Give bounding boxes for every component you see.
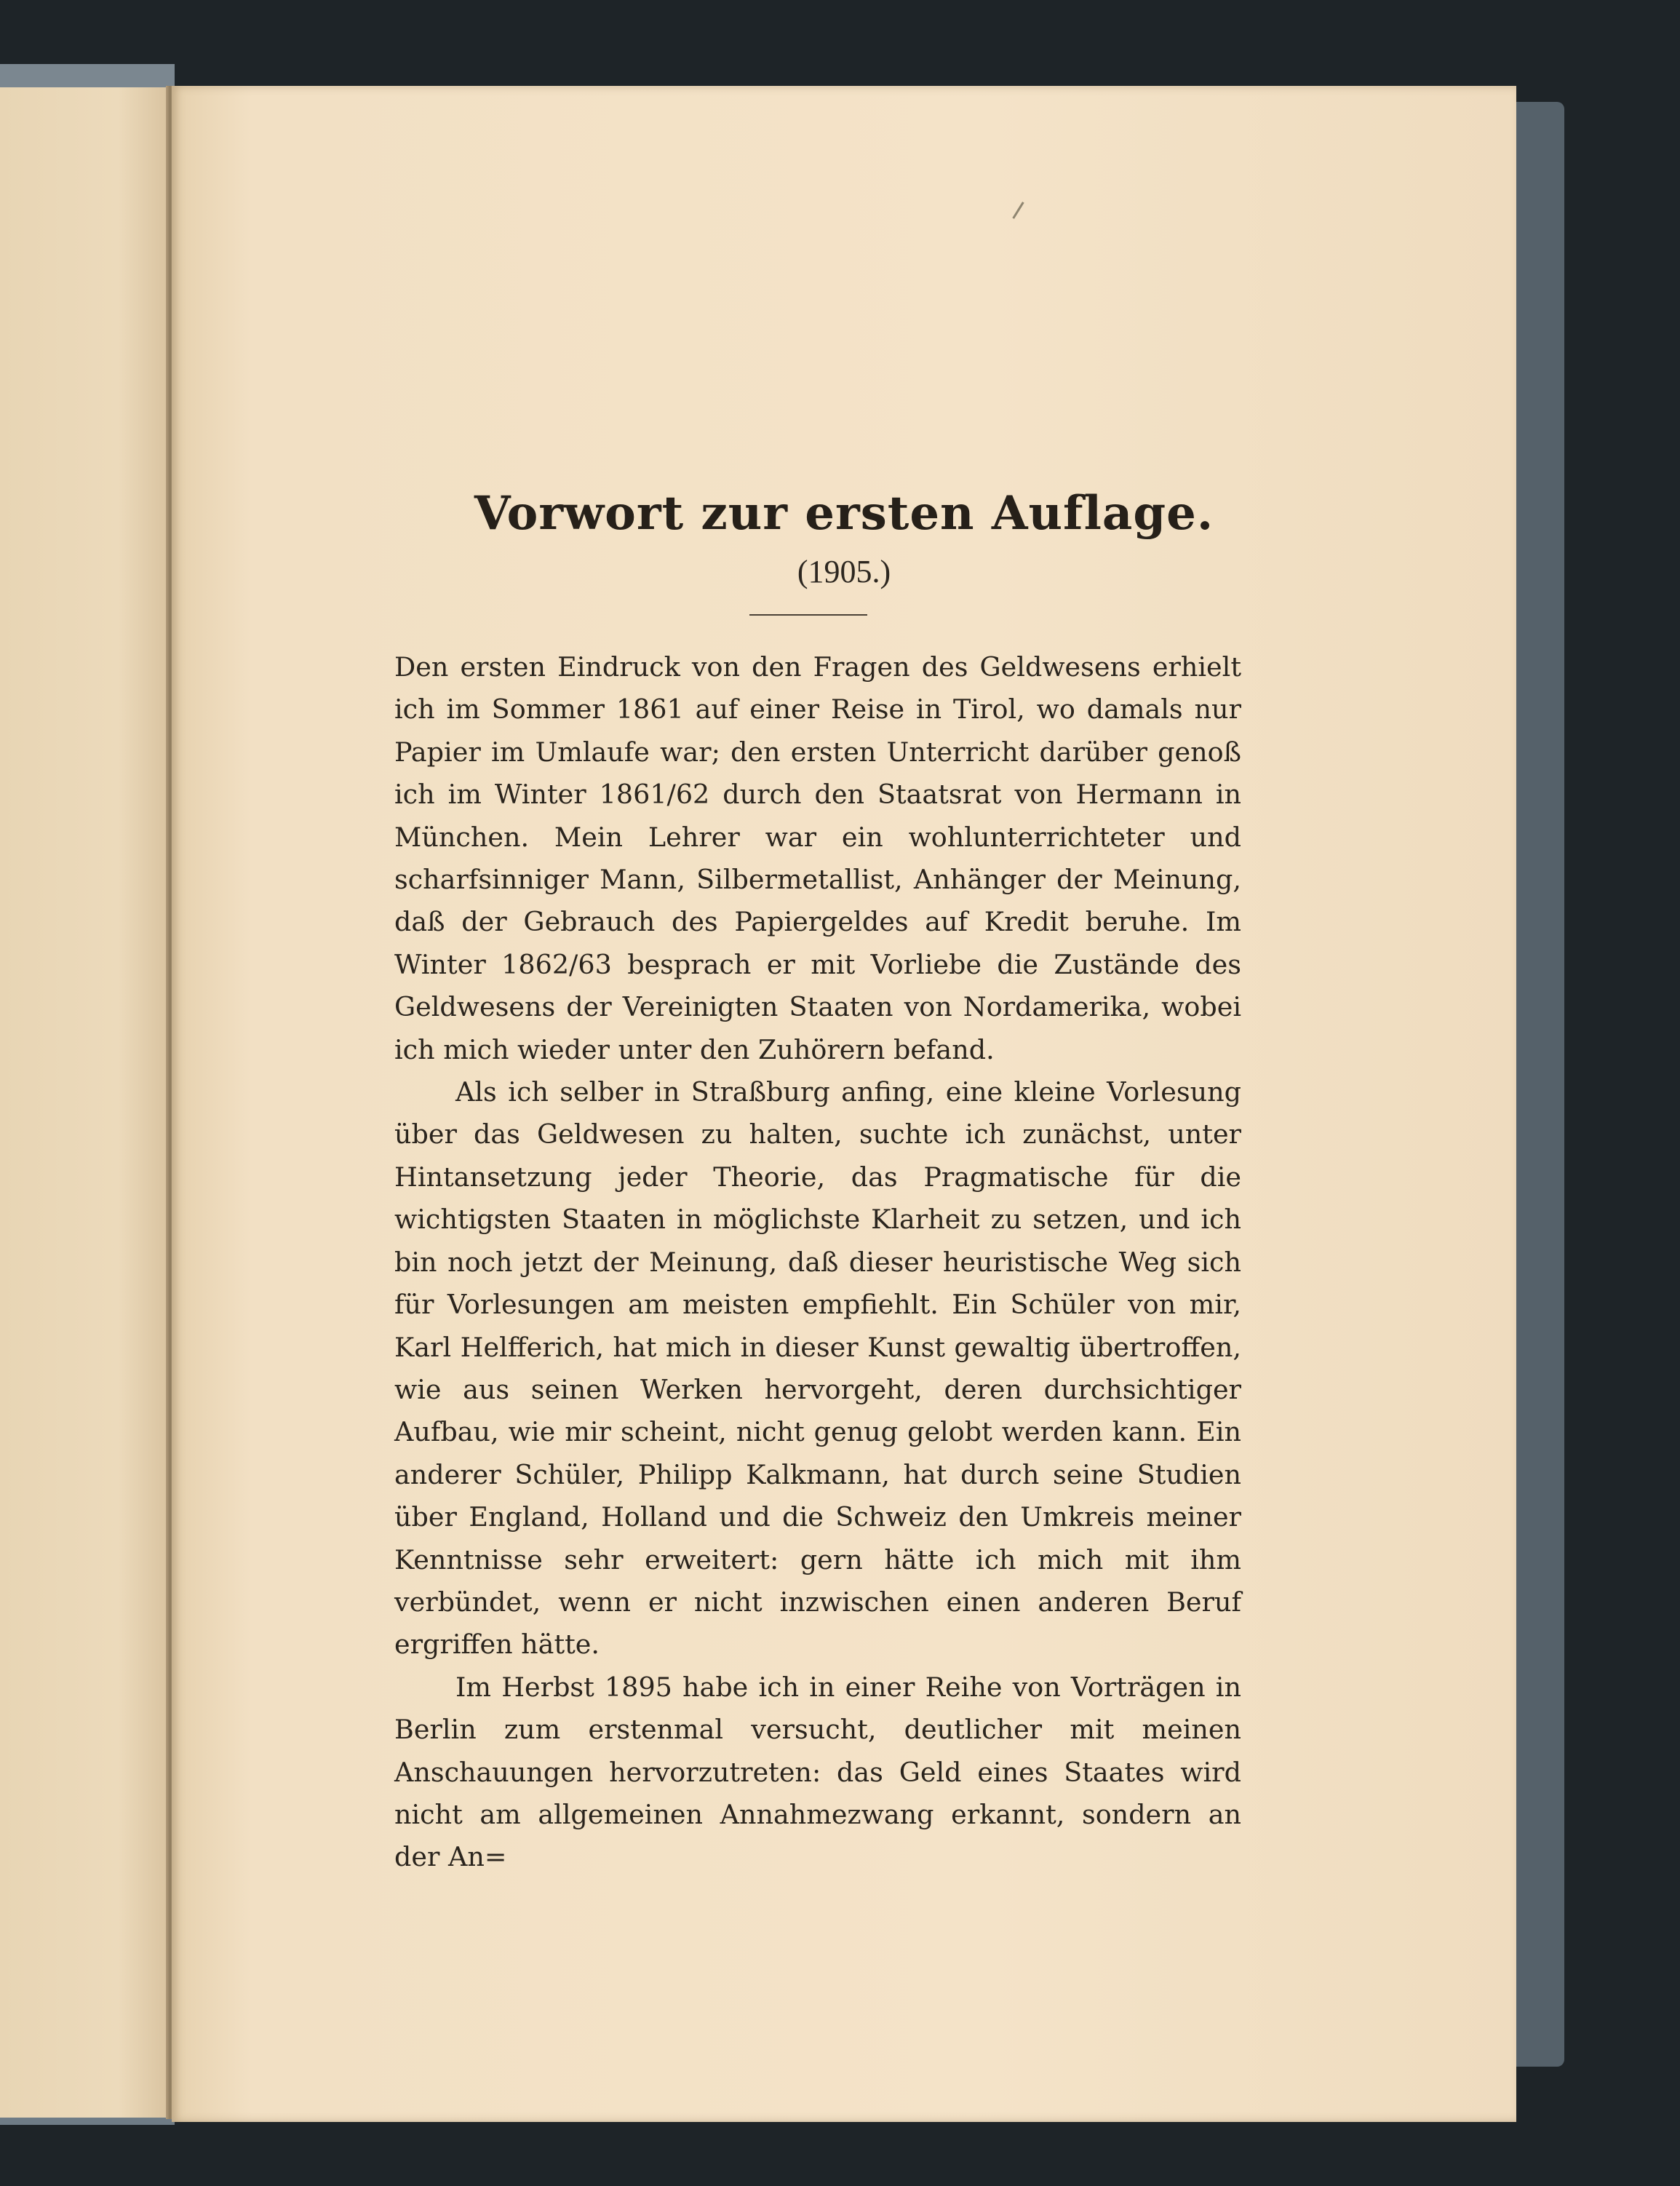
page-heading: Vorwort zur ersten Auflage. [474,486,1214,541]
left-page [0,87,169,2118]
book-cover-edge-top [0,64,175,90]
paragraph-1: Den ersten Eindruck von den Fragen des Geldwesens erhielt ich im Sommer 1861 auf einer Reise in Tirol, wo damals nur Papier im Umlaufe war; den ersten Unterricht darüber genoß ich im Winter 1861/62 durch den Staatsrat von Hermann in München. Mein Lehrer war ein wohlunterrichteter und scharfsinniger Mann, Silbermetallist, Anhänger der Meinung, daß der Gebrauch des Papiergeldes auf Kredit beruhe. Im Winter 1862/63 besprach er mit Vorliebe die Zustände des Geldwesens der Vereinigten Staaten von Nordamerika, wobei ich mich wieder unter den Zuhörern befand. [394,651,1241,1065]
page-year: (1905.) [797,554,891,589]
book-cover-edge-right [1513,102,1564,2067]
paragraph-2: Als ich selber in Straßburg anfing, eine kleine Vorlesung über das Geldwesen zu halten, suchte ich zunächst, unter Hintansetzung jeder Theorie, das Pragmatische für die wichtigsten Staaten in möglichste Klarheit zu setzen, und ich bin noch jetzt der Meinung, daß dieser heuristische Weg sich für Vorlesungen am meisten empfiehlt. Ein Schüler von mir, Karl Helfferich, hat mich in dieser Kunst gewaltig übertroffen, wie aus seinen Werken hervorgeht, deren durchsichtiger Aufbau, wie mir scheint, nicht genug gelobt werden kann. Ein anderer Schüler, Philipp Kalkmann, hat durch seine Studien über England, Holland und die Schweiz den Umkreis meiner Kenntnisse sehr erweitert: gern hätte ich mich mit ihm verbündet, wenn er nicht inzwischen einen anderen Beruf ergriffen hätte. [394,1076,1241,1661]
heading-rule [749,614,867,616]
paragraph-3: Im Herbst 1895 habe ich in einer Reihe von Vorträgen in Berlin zum erstenmal versucht, deutlicher mit meinen Anschauungen hervorzutreten: das Geld eines Staates wird nicht am allgemeinen Annahmezwang erkannt, sondern an der An= [394,1671,1241,1873]
body-text [394,646,1241,1879]
